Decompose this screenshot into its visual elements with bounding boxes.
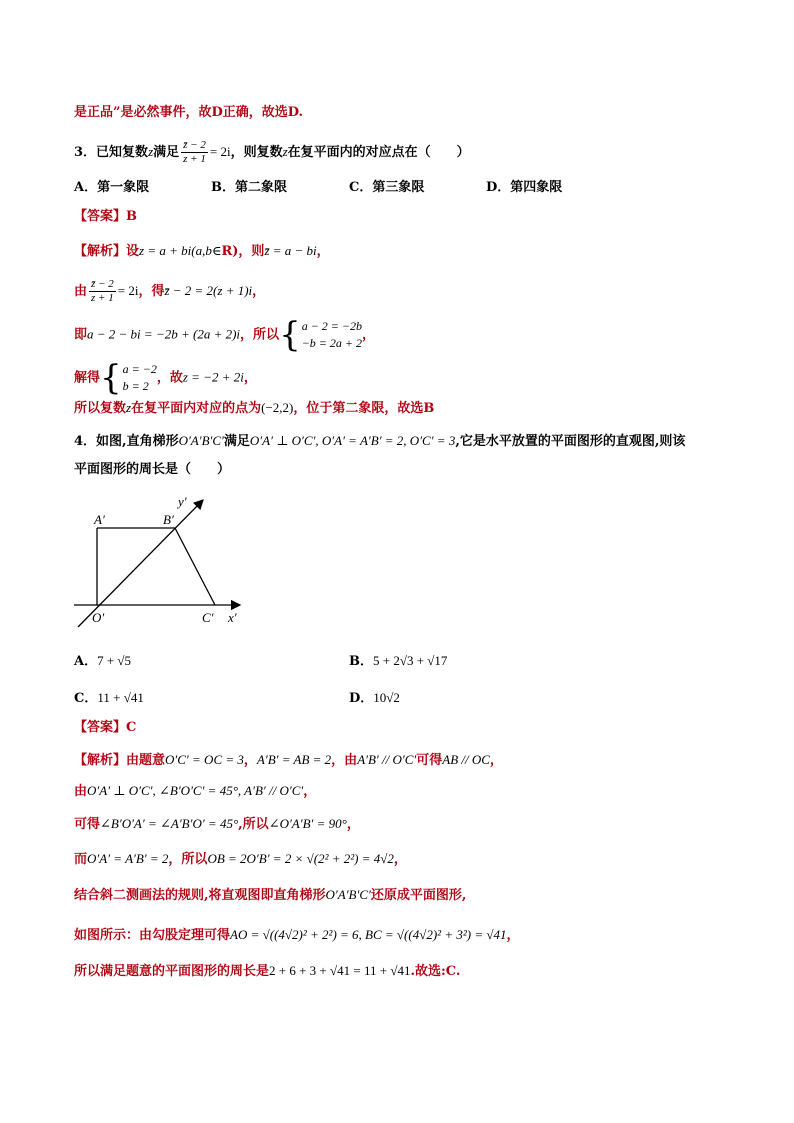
solution-line-6: 如图所示：由勾股定理可得AO = √((4√2)² + 2²) = 6, BC = √((4√2)² + 3²) = √41， [74,927,520,943]
solution-line-4: 而O′A′ = A′B′ = 2，所以OB = 2O′B′ = 2 × √(2² + 2²) = 4√2， [74,851,407,867]
option-b: B．第二象限 [211,180,288,195]
solution-line-3: 可得∠B′O′A′ = ∠A′B′O′ = 45°,所以∠O′A′B′ = 90°， [74,816,360,832]
equation-system: { a − 2 = −2b −b = 2a + 2 [279,315,362,355]
continued-explanation: 是正品”是必然事件，故D正确，故选D. [74,105,304,120]
solution-step-2: 由 $\frac{z̄ - 2}{z + 1}$ = 2i，得z̄ − 2 = 2(z + 1)i， [74,278,266,304]
solution-step-4: 解得 { a = −2 b = 2 ，故z = −2 + 2i， [74,358,257,398]
label-b: B′ [163,512,174,527]
question-4-stem: 4．如图,直角梯形O′A′B′C′满足O′A′ ⊥ O′C′, O′A′ = A′B′ = 2, O′C′ = 3,它是水平放置的平面图形的直观图,则该 [74,433,686,449]
solution-line-7: 所以满足题意的平面图形的周长是2 + 6 + 3 + √41 = 11 + √41.故选:C. [74,963,461,979]
trapezoid-figure [70,492,250,632]
label-y: y′ [178,494,187,509]
side-bc [175,528,215,605]
label-c: C′ [202,610,214,625]
question-number: 4． [74,434,97,449]
solution-line-2: 由O′A′ ⊥ O′C′, ∠B′O′C′ = 45°, A′B′ // O′C′， [74,783,317,799]
option-a: A．7 + √5 [74,653,132,669]
label-x: x′ [228,610,237,625]
question-4-stem-line2: 平面图形的周长是（ ） [74,462,231,477]
question-3-stem: 3．已知复数z满足 $\frac{z̄ - 2}{z + 1}$ = 2i，则复数z在复平面内的对应点在（ ） [74,139,470,165]
solution-conclusion: 所以复数z在复平面内对应的点为(−2,2)，位于第二象限，故选B [74,400,435,416]
question-number: 3． [74,145,97,160]
option-c: C．11 + √41 [74,690,144,706]
option-d: D．10√2 [349,690,400,706]
option-a: A．第一象限 [74,180,150,195]
label-o: O′ [92,610,105,625]
fraction: $\frac{z̄ - 2}{z + 1}$ [183,139,206,165]
solution-line-1: 【解析】由题意O′C′ = OC = 3，A′B′ = AB = 2，由A′B′ // O′C′可得AB // OC， [74,752,503,768]
label-a: A′ [94,512,105,527]
solution-step-3: 即a − 2 − bi = −2b + (2a + 2)i，所以 { a − 2 = −2b −b = 2a + 2 ， [74,315,376,355]
option-b: B．5 + 2√3 + √17 [349,653,448,669]
fraction: $\frac{z̄ - 2}{z + 1}$ [91,278,114,304]
equation-system: { a = −2 b = 2 [100,358,157,398]
answer-label: 【答案】B [74,209,137,224]
answer-label: 【答案】C [74,720,137,735]
solution-step-1: 【解析】设z = a + bi(a,b∈R)，则z̄ = a − bi， [74,243,330,259]
option-d: D．第四象限 [486,180,563,195]
solution-line-5: 结合斜二测画法的规则,将直观图即直角梯形O′A′B′C′还原成平面图形, [74,887,467,903]
option-c: C．第三象限 [349,180,425,195]
